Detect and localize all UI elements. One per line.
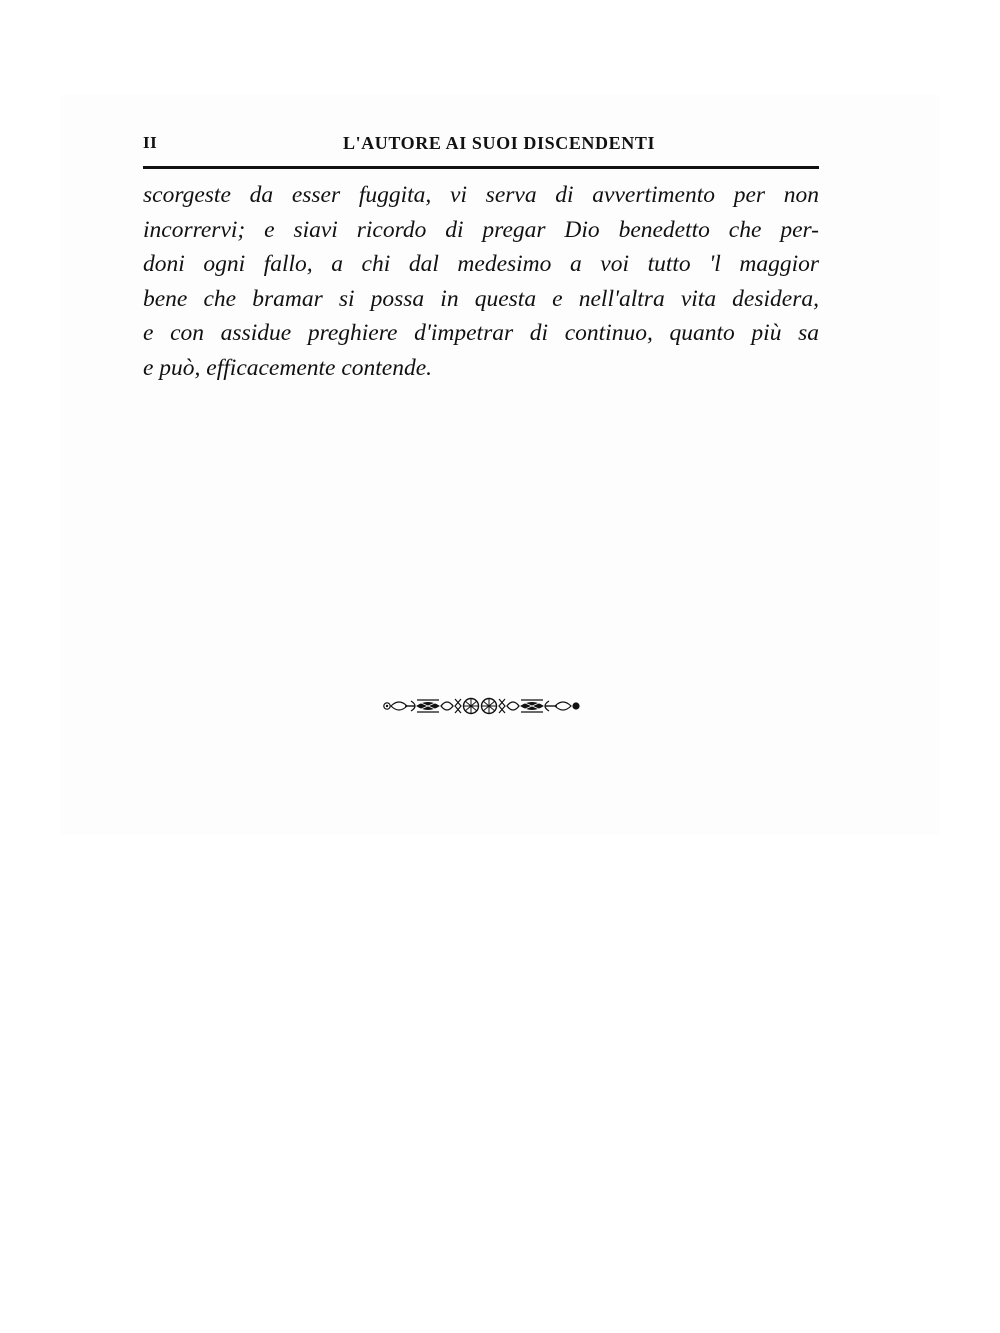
decorative-tailpiece-icon (381, 696, 581, 716)
running-title: L'AUTORE AI SUOI DISCENDENTI (343, 133, 656, 153)
text-line: bene che bramar si possa in questa e nell'altra vita desidera, (143, 285, 819, 312)
page-number: II (143, 133, 158, 152)
text-line: doni ogni fallo, a chi dal medesimo a voi tutto 'l maggior (143, 251, 819, 277)
text-line: e può, efficacemente contende. (143, 354, 433, 381)
body-paragraph (143, 178, 819, 385)
header-rule (143, 166, 819, 169)
running-head (143, 133, 819, 157)
text-line: e con assidue preghiere d'impetrar di continuo, quanto più sa (143, 320, 819, 346)
text-line: incorrervi; e siavi ricordo di pregar Dio benedetto che per- (143, 216, 819, 243)
text-line: scorgeste da esser fuggita, vi serva di avvertimento per non (143, 182, 819, 208)
